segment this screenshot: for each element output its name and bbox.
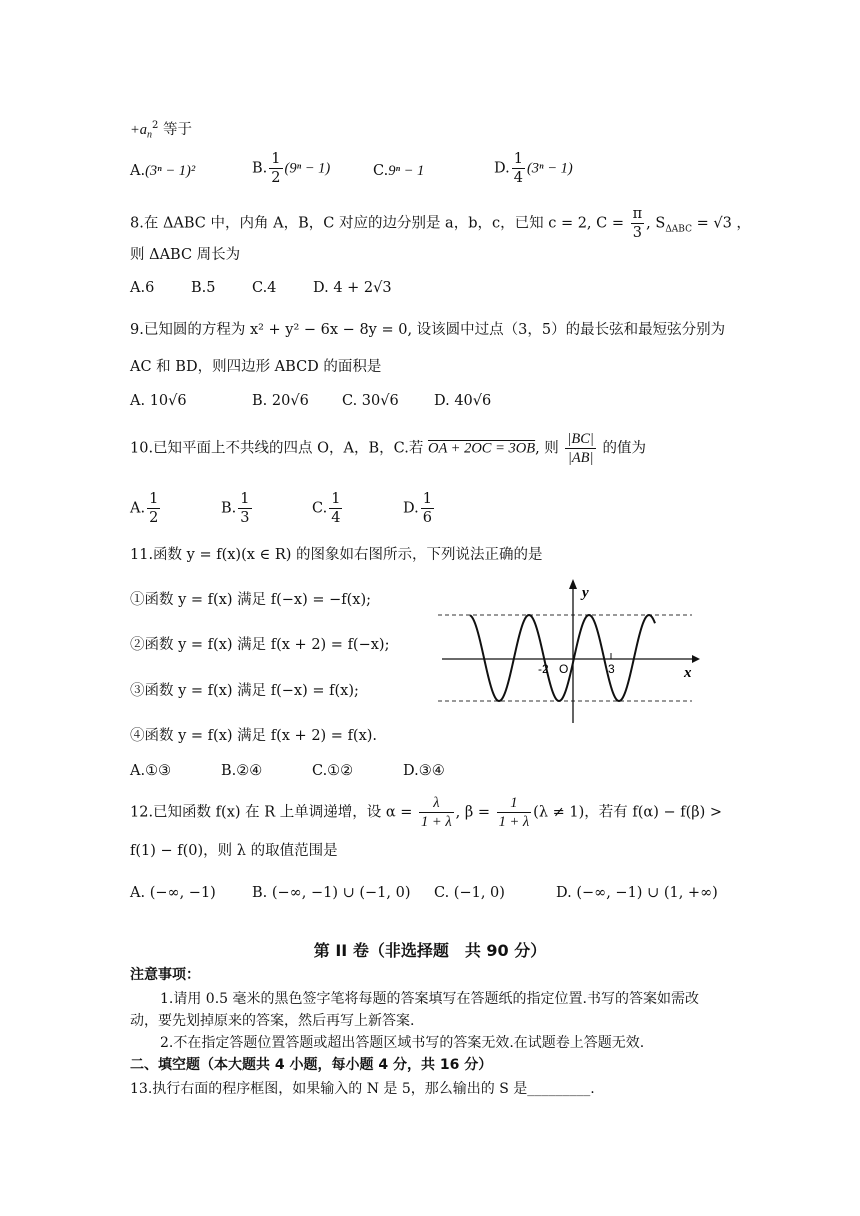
- q7-tail-sub: n: [147, 129, 153, 141]
- q10-option-a-frac: [147, 490, 160, 527]
- q7-option-d-label: D.: [494, 160, 510, 177]
- q12-text-a: 12.已知函数 f(x) 在 R 上单调递增，设 α =: [130, 804, 418, 821]
- q10-frac-den: |AB|: [567, 450, 594, 466]
- q12-text-c: (λ ≠ 1)，若有 f(α) − f(β) >: [533, 804, 723, 821]
- q12-frac-beta-den: 1 + λ: [498, 814, 530, 830]
- q10-option-c-num: 1: [331, 491, 341, 507]
- q11-option-b: B.②④: [221, 763, 263, 779]
- q10-option-b-frac: [238, 490, 251, 527]
- notice-1a: 1.请用 0.5 毫米的黑色签字笔将每题的答案填写在答题纸的指定位置.书写的答案如需改: [160, 991, 699, 1007]
- q12-option-c: C. (−1, 0): [434, 885, 505, 901]
- q10-option-a-den: 2: [149, 510, 159, 526]
- q8-text-b: , S: [646, 215, 666, 232]
- q11-item-3: ③函数 y = f(x) 满足 f(−x) = f(x);: [130, 683, 359, 699]
- q12-option-a: A. (−∞, −1): [130, 885, 216, 901]
- q10-option-b-num: 1: [240, 491, 250, 507]
- graph-y-label: y: [582, 585, 589, 601]
- q8-option-b: B.5: [191, 280, 216, 296]
- q8-text-c: = √3 ，: [691, 215, 751, 232]
- q11-item-4: ④函数 y = f(x) 满足 f(x + 2) = f(x).: [130, 728, 378, 744]
- q10-vector-expr: OA + 2OC = 3OB: [427, 440, 536, 457]
- q7-option-d-frac: [512, 150, 525, 187]
- q7-option-b-num: 1: [271, 151, 281, 167]
- q10-option-d-num: 1: [422, 491, 432, 507]
- q12-text-b: , β =: [455, 804, 495, 821]
- q12-line1: [130, 794, 722, 831]
- graph-tick-3: 3: [608, 662, 615, 676]
- q8-frac-den: 3: [632, 225, 642, 241]
- q10-option-d: [403, 490, 436, 527]
- q12-frac-alpha-den: 1 + λ: [421, 814, 452, 830]
- q12-frac-alpha: [419, 794, 454, 831]
- q11-option-d: D.③④: [403, 763, 445, 779]
- q9-option-a: A. 10√6: [130, 393, 187, 409]
- q7-tail-expr: +a: [130, 121, 148, 138]
- q9-line1: 9.已知圆的方程为 x² + y² − 6x − 8y = 0, 设该圆中过点（3，5）的最长弦和最短弦分别为: [130, 322, 726, 338]
- q7-tail-text: 等于: [158, 121, 193, 138]
- q10-option-c-den: 4: [331, 510, 341, 526]
- q10-option-d-den: 6: [422, 510, 432, 526]
- q10-option-d-frac: [421, 490, 434, 527]
- q11-option-c: C.①②: [312, 763, 354, 779]
- notice-heading: 注意事项：: [130, 967, 200, 983]
- sine-graph: [430, 575, 710, 725]
- q12-frac-beta-num: 1: [497, 794, 532, 813]
- q10-option-b-label: B.: [221, 500, 237, 517]
- q7-option-b-label: B.: [252, 160, 268, 177]
- q7-option-b: [252, 150, 330, 187]
- q12-frac-alpha-num: λ: [419, 794, 454, 813]
- q10-option-a: [130, 490, 162, 527]
- q7-option-b-frac: [269, 150, 282, 187]
- q7-tail-sup: 2: [152, 120, 159, 131]
- q10-option-b: [221, 490, 254, 527]
- q7-option-d-num: 1: [513, 151, 523, 167]
- q10-option-c-label: C.: [312, 500, 328, 517]
- q9-option-d: D. 40√6: [434, 393, 492, 409]
- notice-1b: 动，要先划掉原来的答案，然后再写上新答案.: [130, 1013, 415, 1029]
- q8-option-a: A.6: [130, 280, 155, 296]
- q9-line2: AC 和 BD，则四边形 ABCD 的面积是: [130, 359, 382, 375]
- q10-option-c: [312, 490, 344, 527]
- notice-2: 2.不在指定答题位置答题或超出答题区域书写的答案无效.在试题卷上答题无效.: [160, 1035, 645, 1051]
- q7-tail: [130, 115, 192, 147]
- q7-option-c-label: C.: [373, 163, 389, 179]
- q11-item-1: ①函数 y = f(x) 满足 f(−x) = −f(x);: [130, 592, 372, 608]
- graph-x-arrow: [692, 655, 700, 663]
- q10-option-a-num: 1: [149, 491, 159, 507]
- part2-title: 第 II 卷（非选择题 共 90 分）: [313, 941, 547, 960]
- q11-option-a: A.①③: [130, 763, 172, 779]
- q8-sub: ΔABC: [665, 224, 692, 235]
- q10-line1: [130, 430, 646, 467]
- q10-option-d-label: D.: [403, 500, 419, 517]
- graph-y-arrow: [569, 579, 577, 589]
- q8-text-a: 8.在 ΔABC 中，内角 A，B，C 对应的边分别是 a，b，c，已知 c = 2, C =: [130, 215, 629, 232]
- q7-option-a: [130, 160, 195, 182]
- q8-option-c: C.4: [252, 280, 277, 296]
- q9-option-b: B. 20√6: [252, 393, 309, 409]
- q10-option-a-label: A.: [130, 500, 146, 517]
- q7-option-d-den: 4: [513, 170, 523, 186]
- q7-option-b-den: 2: [271, 170, 281, 186]
- q12-option-d: D. (−∞, −1) ∪ (1, +∞): [556, 885, 718, 901]
- q11-line1: 11.函数 y = f(x)(x ∈ R) 的图象如右图所示，下列说法正确的是: [130, 547, 543, 563]
- graph-origin-label: O: [559, 662, 569, 676]
- q7-option-a-label: A.: [130, 163, 146, 179]
- graph-curve: [470, 615, 655, 701]
- q12-line2: f(1) − f(0)，则 λ 的取值范围是: [130, 843, 338, 859]
- q8-frac: [631, 205, 645, 242]
- q10-text-b: , 则: [535, 440, 564, 457]
- q10-option-c-frac: [329, 490, 342, 527]
- q10-text-a: 10.已知平面上不共线的四点 O，A，B，C.若: [130, 440, 428, 457]
- q10-text-c: 的值为: [597, 440, 647, 457]
- q11-item-2: ②函数 y = f(x) 满足 f(x + 2) = f(−x);: [130, 637, 390, 653]
- graph-tick-neg2: -2: [538, 662, 549, 676]
- q8-frac-num: π: [632, 206, 643, 222]
- q10-frac-num: |BC|: [567, 431, 594, 447]
- section-2-heading: 二、填空题（本大题共 4 小题，每小题 4 分，共 16 分）: [130, 1057, 493, 1073]
- q10-option-b-den: 3: [240, 510, 250, 526]
- q12-frac-beta: [497, 794, 532, 831]
- q7-option-d-expr: (3ⁿ − 1): [526, 160, 573, 177]
- q7-option-a-expr: (3ⁿ − 1)²: [145, 163, 196, 179]
- q8-line2: 则 ΔABC 周长为: [130, 247, 241, 263]
- q7-option-c: [373, 160, 424, 182]
- q9-option-c: C. 30√6: [342, 393, 399, 409]
- q7-option-c-expr: 9ⁿ − 1: [388, 163, 425, 179]
- q8-option-d: D. 4 + 2√3: [313, 280, 392, 296]
- q7-option-b-expr: (9ⁿ − 1): [284, 160, 331, 177]
- q12-option-b: B. (−∞, −1) ∪ (−1, 0): [252, 885, 411, 901]
- q13-text: 13.执行右面的程序框图，如果输入的 N 是 5，那么输出的 S 是_________.: [130, 1081, 595, 1097]
- q7-option-d: [494, 150, 573, 187]
- q10-frac: [565, 430, 596, 467]
- graph-x-label: x: [684, 665, 692, 681]
- q8-line1: [130, 205, 751, 242]
